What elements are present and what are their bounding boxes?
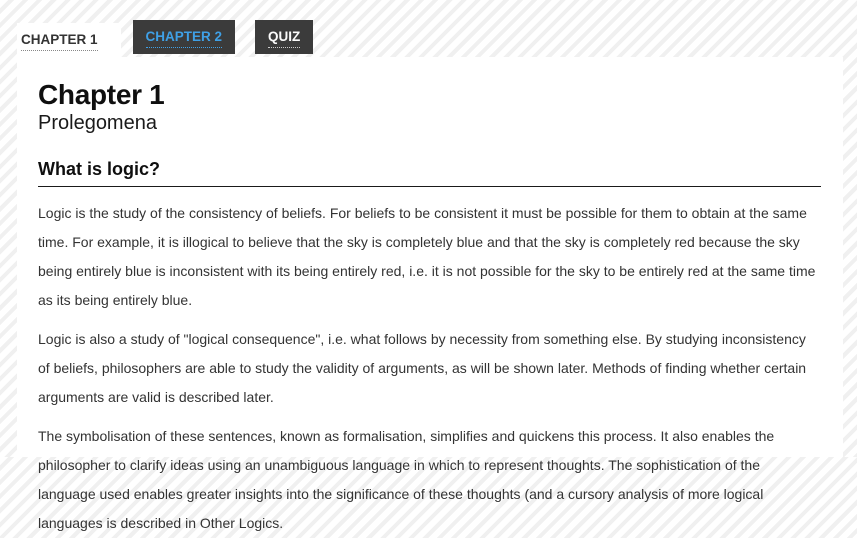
body-paragraph: The symbolisation of these sentences, known as formalisation, simplifies and quickens this process. It also enables the philosopher to clarify ideas using an unambiguous language in which to represent thoughts. The sophistication of the language used enables greater insights into the significance of these thoughts (and a cursory analysis of more logical languages is described in Other Logics. [38, 428, 775, 532]
tab-quiz[interactable] [255, 20, 313, 54]
tab-chapter-1[interactable] [17, 23, 121, 61]
tab-chapter-2[interactable] [133, 20, 236, 54]
body-paragraph: Logic is also a study of "logical consequence", i.e. what follows by necessity from something else. By studying inconsistency of beliefs, philosophers are able to study the validity of arguments, as will be shown later. Methods of finding whether certain arguments are valid is described later. [38, 331, 807, 406]
section-heading: What is logic? [38, 159, 821, 187]
chapter-title: Chapter 1 [38, 79, 165, 110]
tab-bar [17, 20, 313, 61]
tab-chapter-1-label: CHAPTER 1 [21, 32, 98, 51]
chapter-subtitle: Prolegomena [38, 112, 157, 135]
content-panel [17, 57, 843, 532]
tab-chapter-2-label: CHAPTER 2 [146, 29, 223, 48]
tab-quiz-label: QUIZ [268, 29, 300, 48]
body-paragraph: Logic is the study of the consistency of beliefs. For beliefs to be consistent it must be possible for them to obtain at the same time. For example, it is illogical to believe that the sky is completely blue and that the sky is completely red because the sky being entirely blue is inconsistent with its being entirely red, i.e. it is not possible for the sky to be entirely red at the same time as its being entirely blue. [38, 205, 816, 309]
